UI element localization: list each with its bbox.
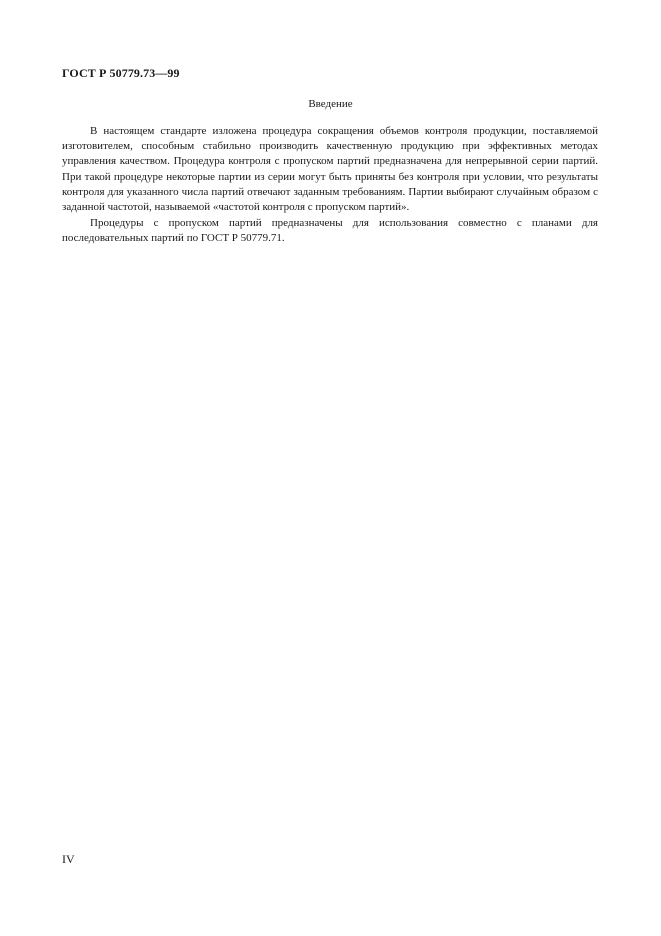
section-title: Введение [308,98,353,110]
document-header: ГОСТ Р 50779.73—99 [62,66,180,80]
paragraph: Процедуры с пропуском партий предназначены для использования совместно с планами для последовательных партий по ГОСТ Р 50779.71. [62,217,598,245]
paragraph: В настоящем стандарте изложена процедура сокращения объемов контроля продукции, поставляемой изготовителем, способным стабильно производить качественную продукцию при эффективных методах управления качеством. Процедура контроля с пропуском партий предназначена для непрерывной серии партий. При такой процедуре некоторые партии из серии могут быть приняты без контроля при условии, что результаты контроля для указанного числа партий отвечают заданным требованиям. Партии выбирают случайным образом с заданной частотой, называемой «частотой контроля с пропуском партий». [62,125,598,214]
document-body [62,124,598,248]
page-number: IV [62,852,75,866]
